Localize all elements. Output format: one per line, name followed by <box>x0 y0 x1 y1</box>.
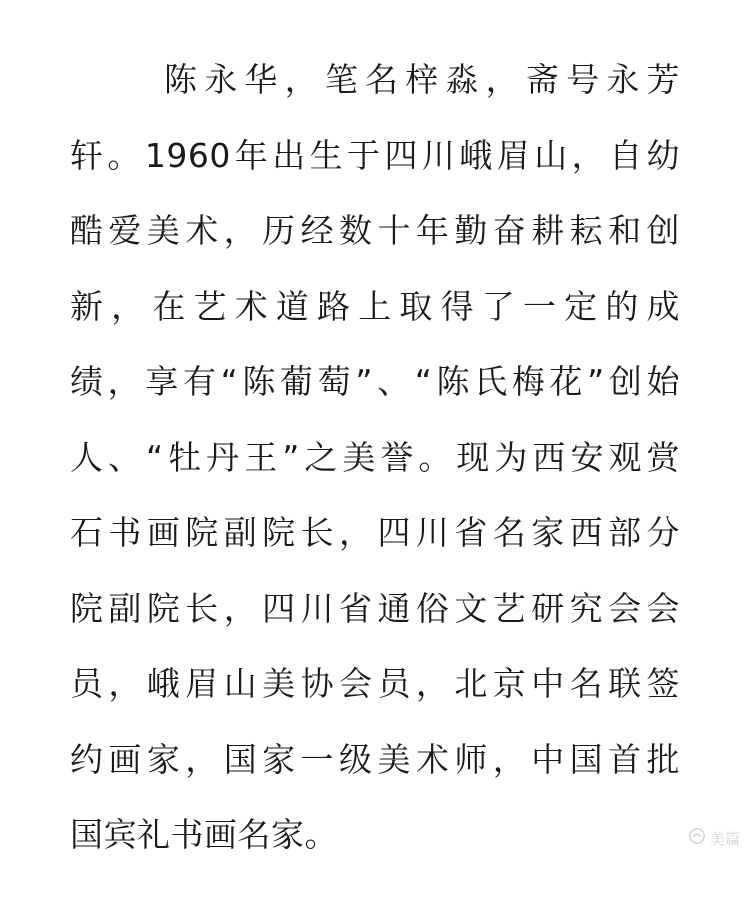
text-line: 人、“牡丹王”之美誉。现为西安观赏 <box>70 437 680 477</box>
text-line: 员，峨眉山美协会员，北京中名联签 <box>70 664 680 703</box>
text-line: 轩。1960年出生于四川峨眉山，自幼 <box>70 135 680 175</box>
text-line: 陈永华，笔名梓淼，斋号永芳 <box>164 60 680 99</box>
text-line: 绩，享有“陈葡萄”、“陈氏梅花”创始 <box>70 362 680 401</box>
text-line: 院副院长，四川省通俗文艺研究会会 <box>70 588 680 628</box>
biography-paragraph <box>70 42 680 873</box>
text-line: 约画家，国家一级美术师，中国首批 <box>70 739 680 779</box>
text-line: 石书画院副院长，四川省名家西部分 <box>70 513 680 552</box>
text-line: 新，在艺术道路上取得了一定的成 <box>70 286 680 326</box>
watermark-text: 美篇 <box>709 829 740 848</box>
text-line: 国宾礼书画名家。 <box>70 815 338 854</box>
text-line: 酷爱美术，历经数十年勤奋耕耘和创 <box>70 211 680 250</box>
article-body <box>70 42 680 873</box>
watermark <box>688 827 740 849</box>
meipian-logo-icon <box>688 827 706 849</box>
